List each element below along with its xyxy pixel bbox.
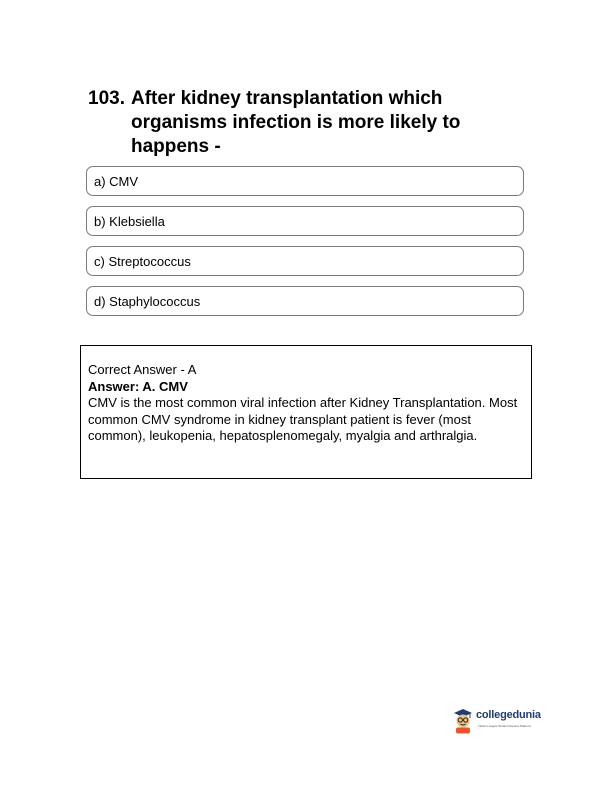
logo-tagline: India's Largest Student Review Platform — [478, 724, 532, 728]
question-heading — [88, 87, 508, 159]
option-d-label: d) Staphylococcus — [94, 293, 201, 309]
option-b[interactable] — [86, 206, 524, 236]
question-text: After kidney transplantation which organisms infection is more likely to happens - — [130, 88, 461, 157]
answer-box — [80, 345, 532, 479]
question-number: 103. — [88, 88, 125, 109]
student-mascot-icon — [452, 706, 474, 734]
option-a-label: a) CMV — [94, 173, 139, 189]
answer-line: Answer: A. CMV — [88, 378, 188, 394]
option-c-label: c) Streptococcus — [94, 253, 191, 269]
correct-answer-line: Correct Answer - A — [88, 362, 197, 377]
option-a[interactable] — [86, 166, 524, 196]
option-d[interactable] — [86, 286, 524, 316]
logo-name: collegedunia — [476, 709, 541, 721]
option-c[interactable] — [86, 246, 524, 276]
option-b-label: b) Klebsiella — [94, 213, 165, 229]
answer-explanation: CMV is the most common viral infection after Kidney Transplantation. Most common CMV syndrome in kidney transplant patient is fever (most common), leukopenia, hepatosplenomegaly, myalgia and arthralgia. — [88, 395, 518, 443]
collegedunia-logo — [452, 706, 562, 738]
